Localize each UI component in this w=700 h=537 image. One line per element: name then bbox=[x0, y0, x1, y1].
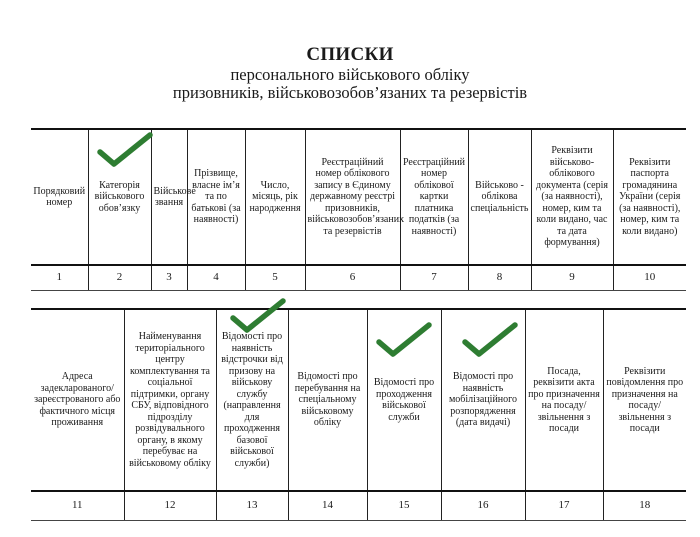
col-header-17: Посада, реквізити акта про призначення на посаду/ звільнення з посади bbox=[525, 309, 603, 491]
col-header-5: Число, місяць, рік народження bbox=[245, 129, 305, 265]
col-number-2: 2 bbox=[88, 265, 151, 291]
col-header-12: Найменування територіального центру комплектування та соціальної підтримки, органу СБУ, відповідного підрозділу розвідувального органу, в якому перебуває на військовому обліку bbox=[124, 309, 216, 491]
col-number-15: 15 bbox=[367, 491, 441, 521]
col-header-1: Порядковий номер bbox=[31, 129, 88, 265]
col-header-7: Реєстраційний номер облікової картки платника податків (за наявності) bbox=[400, 129, 468, 265]
col-header-10: Реквізити паспорта громадянина України (серія (за наявності), номер, ким та коли видано) bbox=[613, 129, 686, 265]
checkmark-icon-col-13 bbox=[227, 296, 289, 336]
col-header-16: Відомості про наявність мобілізаційного розпорядження (дата видачі) bbox=[441, 309, 525, 491]
title-line-2: призовників, військовозобов’язаних та резервістів bbox=[172, 83, 528, 102]
checkmark-icon-col-15 bbox=[373, 320, 435, 360]
col-header-18: Реквізити повідомлення про призначення на посаду/ звільнення з посади bbox=[603, 309, 686, 491]
document-title bbox=[0, 44, 700, 102]
col-header-6: Реєстраційний номер облікового запису в Єдиному державному реєстрі призовників, військовозобов’язаних та резервістів bbox=[305, 129, 400, 265]
col-header-8: Військово - облікова спеціальність bbox=[468, 129, 531, 265]
col-header-4: Прізвище, власне ім’я та по батькові (за наявності) bbox=[187, 129, 245, 265]
col-header-13: Відомості про наявність відстрочки від призову на військову службу (направлення для проходження базової військової служби) bbox=[216, 309, 288, 491]
col-number-10: 10 bbox=[613, 265, 686, 291]
col-header-11: Адреса задекларованого/ зареєстрованого або фактичного місця проживання bbox=[31, 309, 124, 491]
col-number-14: 14 bbox=[288, 491, 367, 521]
col-number-13: 13 bbox=[216, 491, 288, 521]
col-number-11: 11 bbox=[31, 491, 124, 521]
title-line-1: персонального військового обліку bbox=[230, 65, 470, 84]
col-number-12: 12 bbox=[124, 491, 216, 521]
col-header-15: Відомості про проходження військової служби bbox=[367, 309, 441, 491]
col-header-14: Відомості про перебування на спеціальному військовому обліку bbox=[288, 309, 367, 491]
col-number-6: 6 bbox=[305, 265, 400, 291]
col-number-9: 9 bbox=[531, 265, 613, 291]
col-number-5: 5 bbox=[245, 265, 305, 291]
col-header-3: Військове звання bbox=[151, 129, 187, 265]
col-number-16: 16 bbox=[441, 491, 525, 521]
col-number-1: 1 bbox=[31, 265, 88, 291]
col-header-9: Реквізити військово-облікового документа (серія (за наявності), номер, ким та коли видано, час та дата формування) bbox=[531, 129, 613, 265]
register-table-part-2 bbox=[31, 308, 686, 521]
col-number-8: 8 bbox=[468, 265, 531, 291]
col-number-4: 4 bbox=[187, 265, 245, 291]
col-number-7: 7 bbox=[400, 265, 468, 291]
col-number-3: 3 bbox=[151, 265, 187, 291]
title-main: СПИСКИ bbox=[306, 44, 394, 65]
col-header-2: Категорія військового обов’язку bbox=[88, 129, 151, 265]
checkmark-icon-col-16 bbox=[459, 320, 521, 360]
checkmark-icon-col-2 bbox=[94, 130, 156, 170]
col-number-17: 17 bbox=[525, 491, 603, 521]
col-number-18: 18 bbox=[603, 491, 686, 521]
